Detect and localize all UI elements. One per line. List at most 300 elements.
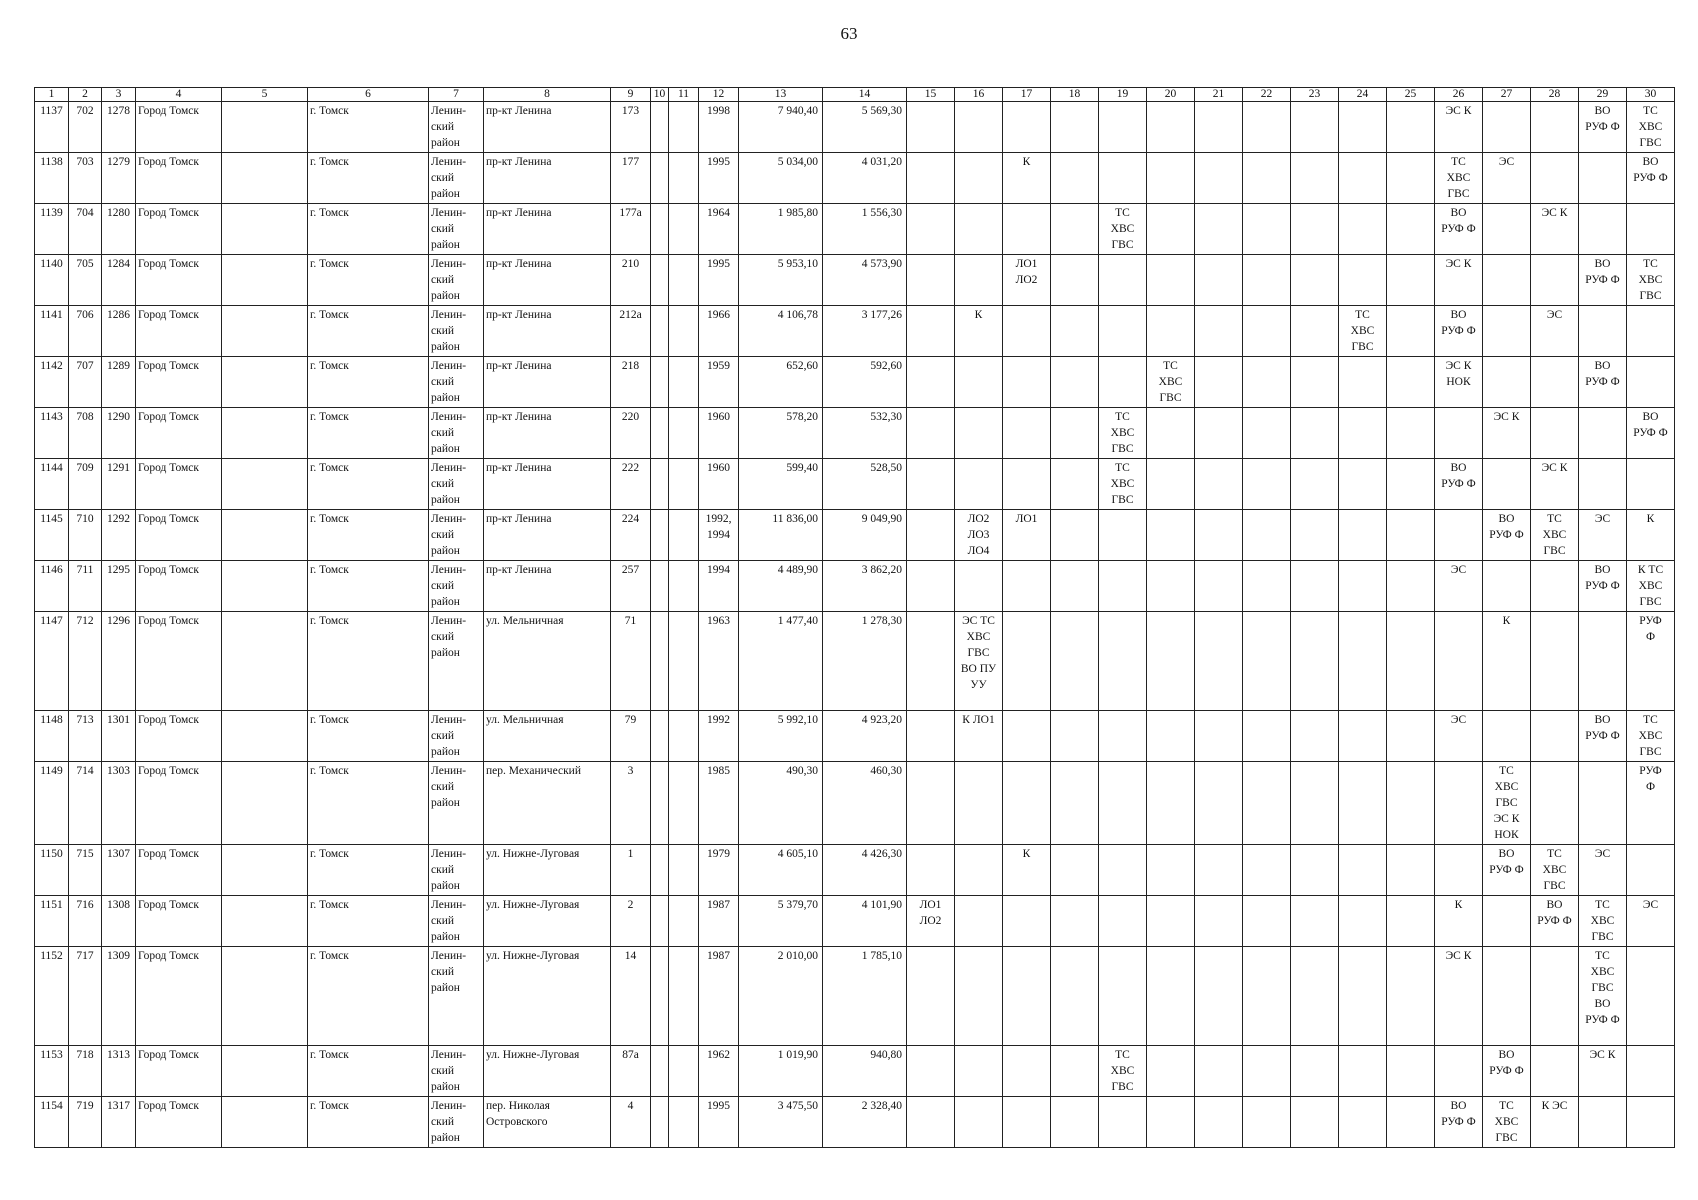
cell-col-1: 1141 <box>35 306 69 357</box>
cell-col-11 <box>669 612 699 711</box>
cell-col-2: 715 <box>69 845 102 896</box>
cell-col-23 <box>1291 102 1339 153</box>
table-row <box>35 357 1675 408</box>
table-row <box>35 947 1675 1046</box>
cell-col-8: пр-кт Ленина <box>484 102 611 153</box>
cell-col-13: 3 475,50 <box>739 1097 823 1148</box>
cell-col-4: Город Томск <box>136 255 222 306</box>
cell-col-9: 210 <box>611 255 651 306</box>
cell-col-24 <box>1339 459 1387 510</box>
cell-col-3: 1313 <box>102 1046 136 1097</box>
cell-col-7: Ленин- ский район <box>429 102 484 153</box>
cell-col-27 <box>1483 947 1531 1046</box>
cell-col-15 <box>907 1097 955 1148</box>
cell-col-29 <box>1579 408 1627 459</box>
cell-col-1: 1139 <box>35 204 69 255</box>
cell-col-24 <box>1339 357 1387 408</box>
cell-col-22 <box>1243 102 1291 153</box>
cell-col-24 <box>1339 845 1387 896</box>
cell-col-30 <box>1627 357 1675 408</box>
column-header-12: 12 <box>699 88 739 102</box>
cell-col-9: 222 <box>611 459 651 510</box>
cell-col-5 <box>222 102 308 153</box>
cell-col-17 <box>1003 947 1051 1046</box>
table-row <box>35 845 1675 896</box>
cell-col-3: 1286 <box>102 306 136 357</box>
cell-col-7: Ленин- ский район <box>429 845 484 896</box>
cell-col-12: 1964 <box>699 204 739 255</box>
cell-col-8: пр-кт Ленина <box>484 561 611 612</box>
cell-col-15 <box>907 408 955 459</box>
table-row <box>35 1097 1675 1148</box>
cell-col-2: 706 <box>69 306 102 357</box>
cell-col-21 <box>1195 612 1243 711</box>
cell-col-21 <box>1195 711 1243 762</box>
cell-col-2: 718 <box>69 1046 102 1097</box>
cell-col-22 <box>1243 306 1291 357</box>
cell-col-25 <box>1387 459 1435 510</box>
cell-col-29: ТС ХВС ГВС <box>1579 896 1627 947</box>
cell-col-30 <box>1627 845 1675 896</box>
cell-col-3: 1309 <box>102 947 136 1046</box>
cell-col-3: 1303 <box>102 762 136 845</box>
column-header-4: 4 <box>136 88 222 102</box>
cell-col-13: 11 836,00 <box>739 510 823 561</box>
cell-col-4: Город Томск <box>136 1046 222 1097</box>
cell-col-29: ВО РУФ Ф <box>1579 561 1627 612</box>
cell-col-5 <box>222 561 308 612</box>
cell-col-8: пр-кт Ленина <box>484 357 611 408</box>
cell-col-29 <box>1579 306 1627 357</box>
cell-col-24: ТС ХВС ГВС <box>1339 306 1387 357</box>
cell-col-15 <box>907 561 955 612</box>
cell-col-9: 14 <box>611 947 651 1046</box>
cell-col-20 <box>1147 612 1195 711</box>
cell-col-21 <box>1195 153 1243 204</box>
cell-col-27: ТС ХВС ГВС ЭС К НОК <box>1483 762 1531 845</box>
cell-col-10 <box>651 845 669 896</box>
cell-col-20 <box>1147 845 1195 896</box>
cell-col-28: ЭС <box>1531 306 1579 357</box>
cell-col-15 <box>907 153 955 204</box>
column-header-19: 19 <box>1099 88 1147 102</box>
cell-col-15 <box>907 612 955 711</box>
cell-col-19 <box>1099 612 1147 711</box>
cell-col-15 <box>907 762 955 845</box>
column-header-16: 16 <box>955 88 1003 102</box>
cell-col-12: 1959 <box>699 357 739 408</box>
cell-col-25 <box>1387 711 1435 762</box>
cell-col-15 <box>907 711 955 762</box>
cell-col-20 <box>1147 1046 1195 1097</box>
cell-col-29 <box>1579 204 1627 255</box>
cell-col-21 <box>1195 1097 1243 1148</box>
cell-col-5 <box>222 204 308 255</box>
cell-col-18 <box>1051 459 1099 510</box>
cell-col-13: 1 477,40 <box>739 612 823 711</box>
column-header-27: 27 <box>1483 88 1531 102</box>
cell-col-27 <box>1483 204 1531 255</box>
cell-col-23 <box>1291 711 1339 762</box>
cell-col-8: ул. Мельничная <box>484 711 611 762</box>
cell-col-20 <box>1147 306 1195 357</box>
cell-col-15 <box>907 204 955 255</box>
cell-col-21 <box>1195 459 1243 510</box>
cell-col-11 <box>669 711 699 762</box>
cell-col-22 <box>1243 561 1291 612</box>
cell-col-26 <box>1435 762 1483 845</box>
cell-col-17 <box>1003 896 1051 947</box>
cell-col-18 <box>1051 845 1099 896</box>
column-header-1: 1 <box>35 88 69 102</box>
cell-col-6: г. Томск <box>308 612 429 711</box>
cell-col-5 <box>222 510 308 561</box>
cell-col-19 <box>1099 711 1147 762</box>
cell-col-13: 5 034,00 <box>739 153 823 204</box>
cell-col-9: 173 <box>611 102 651 153</box>
cell-col-14: 4 426,30 <box>823 845 907 896</box>
cell-col-1: 1143 <box>35 408 69 459</box>
cell-col-14: 460,30 <box>823 762 907 845</box>
cell-col-24 <box>1339 255 1387 306</box>
cell-col-19: ТС ХВС ГВС <box>1099 459 1147 510</box>
cell-col-10 <box>651 459 669 510</box>
cell-col-11 <box>669 255 699 306</box>
cell-col-20 <box>1147 896 1195 947</box>
cell-col-3: 1280 <box>102 204 136 255</box>
table-row <box>35 306 1675 357</box>
cell-col-9: 212а <box>611 306 651 357</box>
cell-col-27 <box>1483 561 1531 612</box>
cell-col-19 <box>1099 845 1147 896</box>
cell-col-14: 1 278,30 <box>823 612 907 711</box>
cell-col-11 <box>669 102 699 153</box>
cell-col-27: ЭС <box>1483 153 1531 204</box>
cell-col-15 <box>907 510 955 561</box>
cell-col-13: 1 019,90 <box>739 1046 823 1097</box>
cell-col-24 <box>1339 762 1387 845</box>
cell-col-23 <box>1291 612 1339 711</box>
cell-col-6: г. Томск <box>308 561 429 612</box>
column-header-22: 22 <box>1243 88 1291 102</box>
column-header-21: 21 <box>1195 88 1243 102</box>
cell-col-16: К ЛО1 <box>955 711 1003 762</box>
cell-col-7: Ленин- ский район <box>429 1097 484 1148</box>
cell-col-22 <box>1243 357 1291 408</box>
cell-col-21 <box>1195 255 1243 306</box>
cell-col-12: 1995 <box>699 255 739 306</box>
cell-col-5 <box>222 153 308 204</box>
cell-col-3: 1308 <box>102 896 136 947</box>
cell-col-7: Ленин- ский район <box>429 204 484 255</box>
cell-col-10 <box>651 612 669 711</box>
cell-col-29 <box>1579 153 1627 204</box>
cell-col-25 <box>1387 306 1435 357</box>
cell-col-23 <box>1291 204 1339 255</box>
cell-col-23 <box>1291 510 1339 561</box>
cell-col-21 <box>1195 561 1243 612</box>
cell-col-21 <box>1195 204 1243 255</box>
cell-col-14: 1 785,10 <box>823 947 907 1046</box>
cell-col-17: К <box>1003 153 1051 204</box>
cell-col-18 <box>1051 357 1099 408</box>
cell-col-19 <box>1099 255 1147 306</box>
column-header-11: 11 <box>669 88 699 102</box>
cell-col-14: 532,30 <box>823 408 907 459</box>
cell-col-5 <box>222 1046 308 1097</box>
column-header-8: 8 <box>484 88 611 102</box>
cell-col-30: ЭС <box>1627 896 1675 947</box>
cell-col-10 <box>651 1046 669 1097</box>
cell-col-4: Город Томск <box>136 153 222 204</box>
cell-col-8: ул. Мельничная <box>484 612 611 711</box>
cell-col-22 <box>1243 153 1291 204</box>
cell-col-9: 177а <box>611 204 651 255</box>
cell-col-17: К <box>1003 845 1051 896</box>
cell-col-18 <box>1051 153 1099 204</box>
cell-col-19: ТС ХВС ГВС <box>1099 204 1147 255</box>
cell-col-19 <box>1099 896 1147 947</box>
table-row <box>35 896 1675 947</box>
cell-col-8: ул. Нижне-Луговая <box>484 1046 611 1097</box>
cell-col-27 <box>1483 896 1531 947</box>
cell-col-6: г. Томск <box>308 1046 429 1097</box>
cell-col-3: 1284 <box>102 255 136 306</box>
cell-col-26: ВО РУФ Ф <box>1435 306 1483 357</box>
cell-col-23 <box>1291 845 1339 896</box>
cell-col-9: 220 <box>611 408 651 459</box>
cell-col-6: г. Томск <box>308 204 429 255</box>
cell-col-14: 1 556,30 <box>823 204 907 255</box>
cell-col-15 <box>907 947 955 1046</box>
cell-col-27 <box>1483 102 1531 153</box>
cell-col-8: пер. Механический <box>484 762 611 845</box>
cell-col-18 <box>1051 612 1099 711</box>
column-header-3: 3 <box>102 88 136 102</box>
cell-col-11 <box>669 1097 699 1148</box>
cell-col-21 <box>1195 510 1243 561</box>
cell-col-30: К <box>1627 510 1675 561</box>
cell-col-27 <box>1483 306 1531 357</box>
cell-col-28 <box>1531 408 1579 459</box>
cell-col-19 <box>1099 357 1147 408</box>
cell-col-29: ЭС К <box>1579 1046 1627 1097</box>
cell-col-5 <box>222 306 308 357</box>
cell-col-7: Ленин- ский район <box>429 510 484 561</box>
cell-col-10 <box>651 561 669 612</box>
cell-col-28: ТС ХВС ГВС <box>1531 845 1579 896</box>
cell-col-12: 1987 <box>699 896 739 947</box>
cell-col-21 <box>1195 896 1243 947</box>
cell-col-1: 1146 <box>35 561 69 612</box>
cell-col-9: 3 <box>611 762 651 845</box>
cell-col-24 <box>1339 204 1387 255</box>
cell-col-10 <box>651 711 669 762</box>
cell-col-24 <box>1339 947 1387 1046</box>
cell-col-4: Город Томск <box>136 1097 222 1148</box>
cell-col-2: 705 <box>69 255 102 306</box>
cell-col-6: г. Томск <box>308 510 429 561</box>
cell-col-3: 1317 <box>102 1097 136 1148</box>
cell-col-13: 5 992,10 <box>739 711 823 762</box>
cell-col-23 <box>1291 896 1339 947</box>
cell-col-26 <box>1435 408 1483 459</box>
cell-col-21 <box>1195 306 1243 357</box>
cell-col-17 <box>1003 306 1051 357</box>
cell-col-10 <box>651 153 669 204</box>
cell-col-9: 218 <box>611 357 651 408</box>
cell-col-28: ЭС К <box>1531 459 1579 510</box>
cell-col-22 <box>1243 510 1291 561</box>
cell-col-13: 7 940,40 <box>739 102 823 153</box>
cell-col-11 <box>669 510 699 561</box>
cell-col-29 <box>1579 762 1627 845</box>
cell-col-16 <box>955 762 1003 845</box>
cell-col-19 <box>1099 947 1147 1046</box>
cell-col-19 <box>1099 510 1147 561</box>
cell-col-28: ВО РУФ Ф <box>1531 896 1579 947</box>
cell-col-3: 1296 <box>102 612 136 711</box>
cell-col-7: Ленин- ский район <box>429 357 484 408</box>
cell-col-24 <box>1339 153 1387 204</box>
cell-col-30: ВО РУФ Ф <box>1627 408 1675 459</box>
cell-col-20 <box>1147 510 1195 561</box>
cell-col-13: 4 489,90 <box>739 561 823 612</box>
cell-col-25 <box>1387 845 1435 896</box>
cell-col-14: 4 031,20 <box>823 153 907 204</box>
cell-col-12: 1987 <box>699 947 739 1046</box>
cell-col-9: 79 <box>611 711 651 762</box>
cell-col-18 <box>1051 711 1099 762</box>
cell-col-11 <box>669 306 699 357</box>
cell-col-2: 702 <box>69 102 102 153</box>
cell-col-17 <box>1003 762 1051 845</box>
cell-col-24 <box>1339 711 1387 762</box>
cell-col-26: ЭС К <box>1435 102 1483 153</box>
cell-col-26: ЭС К <box>1435 947 1483 1046</box>
column-header-15: 15 <box>907 88 955 102</box>
cell-col-25 <box>1387 204 1435 255</box>
cell-col-15 <box>907 459 955 510</box>
cell-col-28 <box>1531 357 1579 408</box>
column-header-23: 23 <box>1291 88 1339 102</box>
cell-col-11 <box>669 153 699 204</box>
cell-col-23 <box>1291 1046 1339 1097</box>
cell-col-17 <box>1003 357 1051 408</box>
cell-col-2: 703 <box>69 153 102 204</box>
cell-col-16 <box>955 561 1003 612</box>
cell-col-30: ТС ХВС ГВС <box>1627 102 1675 153</box>
cell-col-13: 4 605,10 <box>739 845 823 896</box>
column-header-26: 26 <box>1435 88 1483 102</box>
cell-col-24 <box>1339 510 1387 561</box>
cell-col-29: ВО РУФ Ф <box>1579 357 1627 408</box>
cell-col-23 <box>1291 1097 1339 1148</box>
column-header-24: 24 <box>1339 88 1387 102</box>
cell-col-17 <box>1003 102 1051 153</box>
cell-col-3: 1307 <box>102 845 136 896</box>
cell-col-4: Город Томск <box>136 510 222 561</box>
cell-col-28 <box>1531 102 1579 153</box>
cell-col-1: 1153 <box>35 1046 69 1097</box>
cell-col-16 <box>955 459 1003 510</box>
cell-col-23 <box>1291 408 1339 459</box>
column-header-10: 10 <box>651 88 669 102</box>
cell-col-20 <box>1147 153 1195 204</box>
cell-col-19 <box>1099 561 1147 612</box>
cell-col-6: г. Томск <box>308 762 429 845</box>
cell-col-16 <box>955 255 1003 306</box>
cell-col-18 <box>1051 204 1099 255</box>
cell-col-25 <box>1387 612 1435 711</box>
cell-col-25 <box>1387 896 1435 947</box>
cell-col-28: ТС ХВС ГВС <box>1531 510 1579 561</box>
cell-col-28 <box>1531 711 1579 762</box>
cell-col-22 <box>1243 711 1291 762</box>
cell-col-20 <box>1147 762 1195 845</box>
cell-col-14: 4 923,20 <box>823 711 907 762</box>
cell-col-1: 1137 <box>35 102 69 153</box>
cell-col-20 <box>1147 255 1195 306</box>
cell-col-27: ВО РУФ Ф <box>1483 510 1531 561</box>
cell-col-22 <box>1243 762 1291 845</box>
cell-col-26: К <box>1435 896 1483 947</box>
table-row <box>35 762 1675 845</box>
cell-col-25 <box>1387 408 1435 459</box>
cell-col-10 <box>651 762 669 845</box>
cell-col-23 <box>1291 762 1339 845</box>
cell-col-25 <box>1387 947 1435 1046</box>
cell-col-6: г. Томск <box>308 255 429 306</box>
cell-col-15 <box>907 357 955 408</box>
cell-col-16 <box>955 357 1003 408</box>
cell-col-10 <box>651 896 669 947</box>
cell-col-9: 71 <box>611 612 651 711</box>
cell-col-4: Город Томск <box>136 408 222 459</box>
cell-col-12: 1979 <box>699 845 739 896</box>
cell-col-16 <box>955 204 1003 255</box>
cell-col-11 <box>669 1046 699 1097</box>
cell-col-4: Город Томск <box>136 762 222 845</box>
cell-col-12: 1960 <box>699 459 739 510</box>
cell-col-30 <box>1627 1046 1675 1097</box>
cell-col-5 <box>222 711 308 762</box>
cell-col-25 <box>1387 153 1435 204</box>
table-row <box>35 153 1675 204</box>
cell-col-6: г. Томск <box>308 947 429 1046</box>
cell-col-16: ЭС ТС ХВС ГВС ВО ПУ УУ <box>955 612 1003 711</box>
cell-col-16 <box>955 845 1003 896</box>
cell-col-9: 257 <box>611 561 651 612</box>
cell-col-4: Город Томск <box>136 561 222 612</box>
cell-col-7: Ленин- ский район <box>429 153 484 204</box>
cell-col-20: ТС ХВС ГВС <box>1147 357 1195 408</box>
cell-col-30: К ТС ХВС ГВС <box>1627 561 1675 612</box>
cell-col-26 <box>1435 1046 1483 1097</box>
cell-col-21 <box>1195 102 1243 153</box>
cell-col-4: Город Томск <box>136 845 222 896</box>
cell-col-15 <box>907 255 955 306</box>
cell-col-20 <box>1147 947 1195 1046</box>
column-header-29: 29 <box>1579 88 1627 102</box>
column-header-30: 30 <box>1627 88 1675 102</box>
cell-col-7: Ленин- ский район <box>429 762 484 845</box>
cell-col-27 <box>1483 357 1531 408</box>
cell-col-12: 1992, 1994 <box>699 510 739 561</box>
column-header-6: 6 <box>308 88 429 102</box>
cell-col-16 <box>955 102 1003 153</box>
cell-col-4: Город Томск <box>136 204 222 255</box>
